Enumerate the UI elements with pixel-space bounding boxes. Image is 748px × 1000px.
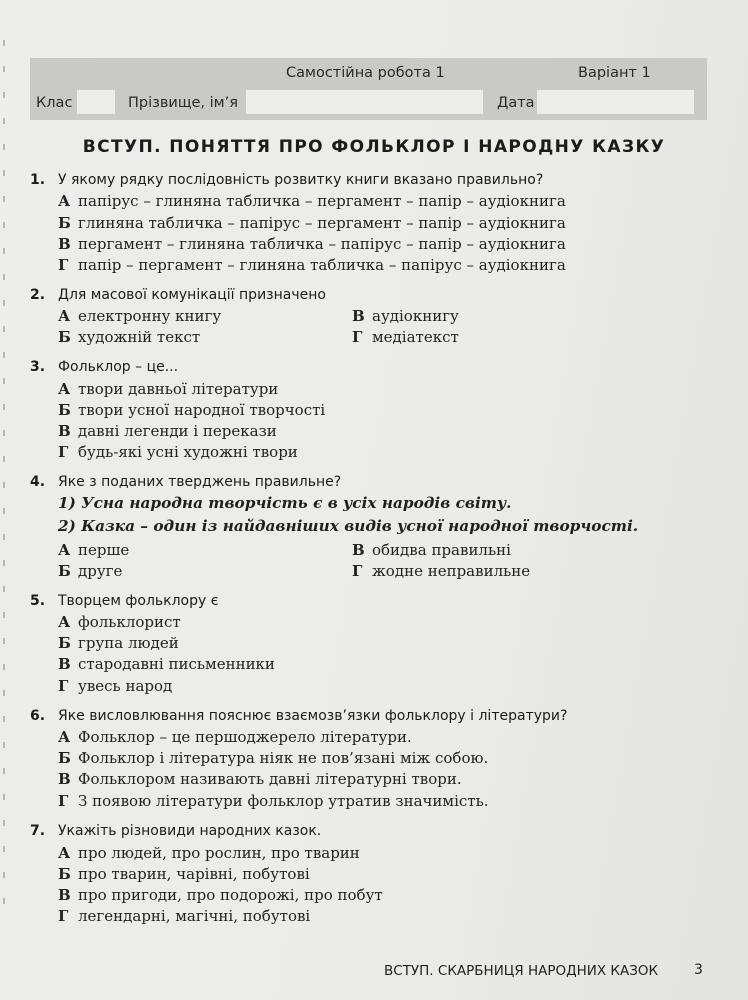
question-text: Фольклор – це... — [58, 359, 179, 375]
header-box — [30, 58, 707, 120]
option-g[interactable]: Г жодне неправильне — [352, 562, 531, 580]
option-v[interactable]: В стародавні письменники — [58, 655, 275, 673]
option-v[interactable]: В пергамент – глиняна табличка – папірус – папір – аудіокнига — [58, 235, 566, 253]
option-a[interactable]: А Фольклор – це першоджерело літератури. — [58, 728, 412, 746]
question-text: Укажіть різновиди народних казок. — [58, 823, 322, 839]
option-g[interactable]: Г З появою літератури фольклор утратив значимість. — [58, 792, 489, 810]
work-title: Самостійна робота 1 — [286, 65, 445, 81]
footer-section-title: ВСТУП. СКАРБНИЦЯ НАРОДНИХ КАЗОК — [384, 963, 659, 979]
class-label: Клас — [36, 95, 73, 111]
date-field[interactable] — [537, 90, 694, 114]
option-b[interactable]: Б друге — [58, 562, 123, 580]
option-v[interactable]: В давні легенди і перекази — [58, 422, 277, 440]
option-g[interactable]: Г папір – пергамент – глиняна табличка – папірус – аудіокнига — [58, 256, 566, 274]
margin-dash-line — [3, 40, 5, 920]
question-number: 1. — [30, 172, 46, 188]
class-field[interactable] — [77, 90, 115, 114]
question-number: 5. — [30, 593, 46, 609]
option-g[interactable]: Г легендарні, магічні, побутові — [58, 907, 311, 925]
question-number: 2. — [30, 287, 46, 303]
option-a[interactable]: А твори давньої літератури — [58, 380, 279, 398]
option-b[interactable]: Б художній текст — [58, 328, 201, 346]
question-text: Яке з поданих тверджень правильне? — [58, 474, 342, 490]
option-a[interactable]: А перше — [58, 541, 130, 559]
option-b[interactable]: Б група людей — [58, 634, 179, 652]
option-v[interactable]: В про пригоди, про подорожі, про побут — [58, 886, 383, 904]
option-a[interactable]: А про людей, про рослин, про тварин — [58, 844, 360, 862]
option-a[interactable]: А електронну книгу — [58, 307, 222, 325]
option-g[interactable]: Г медіатекст — [352, 328, 459, 346]
question-number: 7. — [30, 823, 46, 839]
date-label: Дата — [497, 95, 535, 111]
variant-label: Варіант 1 — [578, 65, 651, 81]
statement-2: 2) Казка – один із найдавніших видів усної народної творчості. — [58, 517, 639, 535]
option-v[interactable]: В обидва правильні — [352, 541, 511, 559]
question-text: У якому рядку послідовність розвитку книги вказано правильно? — [58, 172, 544, 188]
option-b[interactable]: Б про тварин, чарівні, побутові — [58, 865, 310, 883]
option-g[interactable]: Г будь-які усні художні твори — [58, 443, 298, 461]
question-text: Яке висловлювання пояснює взаємозв’язки фольклору і літератури? — [58, 708, 568, 724]
option-b[interactable]: Б глиняна табличка – папірус – пергамент – папір – аудіокнига — [58, 214, 566, 232]
option-b[interactable]: Б Фольклор і література ніяк не пов’язані між собою. — [58, 749, 489, 767]
option-a[interactable]: А папірус – глиняна табличка – пергамент – папір – аудіокнига — [58, 192, 566, 210]
option-v[interactable]: В Фольклором називають давні літературні твори. — [58, 770, 462, 788]
option-b[interactable]: Б твори усної народної творчості — [58, 401, 326, 419]
statement-1: 1) Усна народна творчість є в усіх народів світу. — [58, 494, 512, 512]
option-a[interactable]: А фольклорист — [58, 613, 181, 631]
page-number: 3 — [694, 962, 703, 978]
option-v[interactable]: В аудіокнигу — [352, 307, 459, 325]
option-g[interactable]: Г увесь народ — [58, 677, 173, 695]
question-text: Для масової комунікації призначено — [58, 287, 326, 303]
question-text: Творцем фольклору є — [58, 593, 219, 609]
question-number: 4. — [30, 474, 46, 490]
question-number: 3. — [30, 359, 46, 375]
question-number: 6. — [30, 708, 46, 724]
name-label: Прізвище, ім’я — [128, 95, 238, 111]
page-title: ВСТУП. ПОНЯТТЯ ПРО ФОЛЬКЛОР І НАРОДНУ КАЗКУ — [82, 137, 666, 157]
name-field[interactable] — [246, 90, 483, 114]
